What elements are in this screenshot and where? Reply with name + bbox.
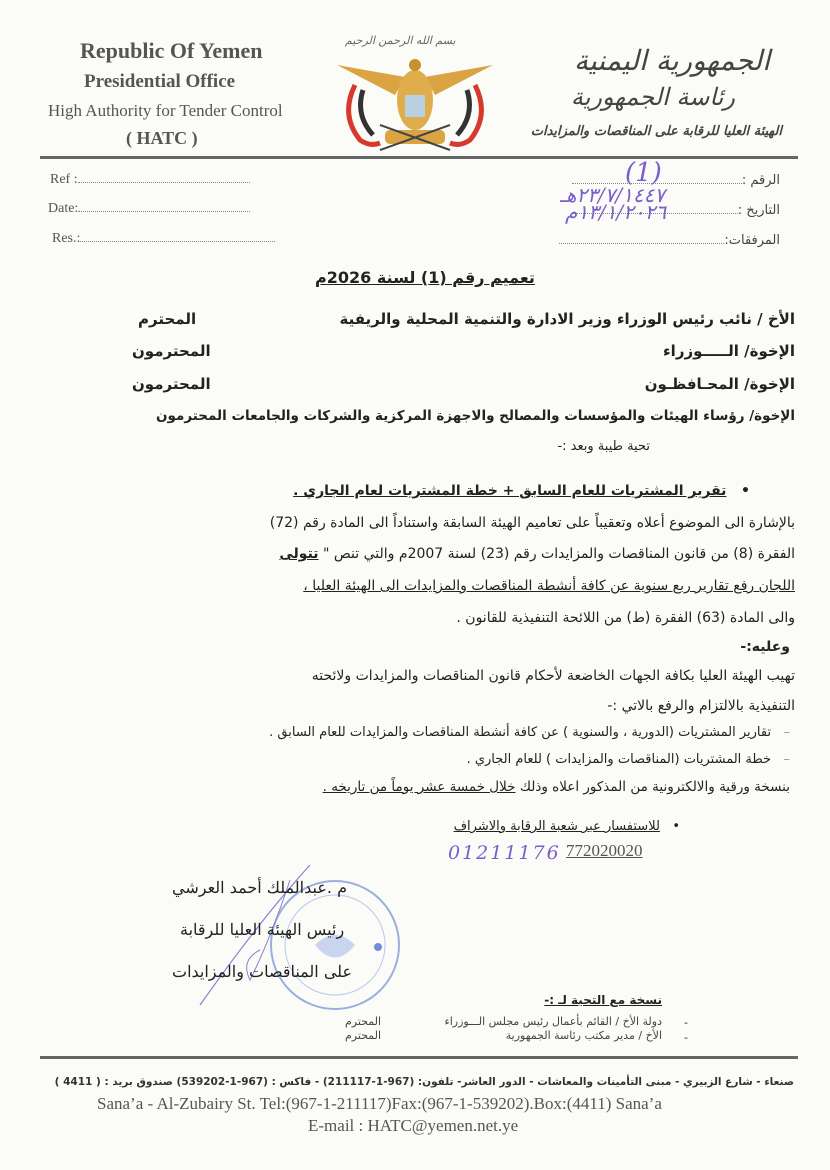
header-ar-line: الجمهورية اليمنية: [573, 44, 770, 77]
cc-heading: نسخة مع التحية لـ :-: [544, 993, 662, 1007]
dash-icon: –: [771, 752, 790, 767]
inquiry-label: للاستفسار عبر شعبة الرقابة والاشراف: [453, 819, 660, 834]
signatory-name: م .عبدالملك أحمد العرشي: [172, 878, 347, 897]
res-field: [52, 231, 275, 247]
header-ar-line: رئاسة الجمهورية: [570, 83, 735, 111]
footer-email: E-mail : HATC@yemen.net.ye: [308, 1116, 519, 1135]
ref-field: [50, 172, 250, 188]
header-divider: [40, 156, 798, 159]
ar-attachments-label: المرفقات:: [724, 233, 780, 248]
list-item-text: خطة المشتريات (المناقصات والمزايدات ) للعام الجاري .: [466, 752, 772, 767]
bullet: •: [659, 819, 680, 834]
header-en-line: Republic Of Yemen: [80, 38, 263, 63]
emblem-icon: [335, 55, 495, 155]
body-line: تهيب الهيئة العليا بكافة الجهات الخاضعة لأحكام قانون المناقصات والمزايدات ولائحته: [311, 668, 795, 684]
greeting: تحية طيبة وبعد :-: [557, 439, 650, 454]
body-line-quoted: اللجان رفع تقارير ربع سنوية عن كافة أنشطة المناقصات والمزايدات الى الهيئة العليا ،: [303, 578, 795, 594]
ar-attachments-field: [559, 233, 780, 248]
cc-dash: -: [684, 1016, 688, 1029]
cc-honorific: المحترم: [345, 1029, 382, 1042]
handwritten-date-greg: ١٣/١/٢٠٢٦م: [565, 200, 667, 224]
signatory-title: على المناقصات والمزايدات: [172, 962, 353, 981]
header-ar-line: الهيئة العليا للرقابة على المناقصات والمزايدات: [530, 124, 782, 139]
handwritten-date-hijri: ٢٣/٧/١٤٤٧هـ: [560, 183, 666, 207]
basmala: بسم الله الرحمن الرحيم: [345, 34, 456, 47]
addressee-line: الإخوة/ الـــــوزراء: [663, 342, 795, 360]
footer-divider: [40, 1056, 798, 1059]
ref-label: Ref :: [50, 172, 78, 187]
list-item: [269, 725, 790, 740]
cc-item: الأخ / مدير مكتب رئاسة الجمهورية: [505, 1029, 662, 1042]
addressee-honorific: المحترمون: [132, 342, 211, 360]
cc-item: دولة الأخ / القائم بأعمال رئيس مجلس الـــوزراء: [444, 1015, 662, 1028]
date-label: Date:: [48, 201, 79, 216]
body-line: بالإشارة الى الموضوع أعلاه وتعقيباً على تعاميم الهيئة السابقة واستناداً الى المادة رقم (72): [269, 515, 795, 531]
date-field: [48, 201, 250, 217]
bullet: •: [726, 483, 750, 499]
page-title: تعميم رقم (1) لسنة 2026م: [315, 268, 535, 287]
handwritten-phone: 01211176: [448, 842, 561, 864]
closing-deadline: خلال خمسة عشر يوماً من تاريخه .: [322, 779, 516, 795]
signatory-title: رئيس الهيئة العليا للرقابة: [180, 920, 345, 939]
cc-honorific: المحترم: [345, 1015, 382, 1028]
ar-date-label: التاريخ :: [737, 203, 780, 218]
header-en-line: Presidential Office: [84, 71, 236, 92]
addressee-line: الأخ / نائب رئيس الوزراء وزير الادارة والتنمية المحلية والريفية: [339, 310, 795, 328]
closing-line: [323, 779, 790, 795]
dash-icon: –: [771, 725, 790, 740]
body-line: والى المادة (63) الفقرة (ط) من اللائحة التنفيذية للقانون .: [456, 610, 795, 626]
footer-ar: صنعاء - شارع الزبيري - مبنى التأمينات والمعاشات - الدور العاشر- تلفون: (967-1-211117) - فاكس : (967-1-539202) صندوق بريد : ( 4411 ): [54, 1076, 794, 1088]
header-en-line: ( HATC ): [126, 128, 198, 148]
body-line: [279, 546, 795, 562]
handwritten-number: (1): [625, 158, 662, 188]
list-item-text: تقارير المشتريات (الدورية ، والسنوية ) عن كافة أنشطة المناقصات والمزايدات للعام السابق .: [269, 725, 772, 740]
footer-en: Sana’a - Al-Zubairy St. Tel:(967-1-211117)Fax:(967-1-539202).Box:(4411) Sana’a: [97, 1094, 662, 1113]
header-en-line: High Authority for Tender Control: [48, 101, 283, 120]
list-item: [467, 752, 790, 767]
addressee-line: الإخوة/ المحـافظـون: [644, 375, 795, 393]
res-label: Res.:: [52, 231, 81, 246]
cc-dash: -: [684, 1031, 688, 1044]
subject: [293, 483, 750, 499]
body-text: الفقرة (8) من قانون المناقصات والمزايدات رقم (23) لسنة 2007م والتي تنص ": [318, 546, 795, 562]
addressee-honorific: المحترم: [138, 310, 197, 328]
therefore-heading: وعليه:-: [740, 639, 790, 655]
inquiry-phone: 772020020: [566, 841, 643, 860]
addressee-line: الإخوة/ رؤساء الهيئات والمؤسسات والمصالح والاجهزة المركزية والشركات والجامعات المحترمون: [156, 408, 795, 424]
inquiry: [454, 819, 680, 834]
body-line: التنفيذية بالالتزام والرفع بالاتي :-: [607, 698, 795, 714]
addressee-honorific: المحترمون: [132, 375, 211, 393]
closing-text: بنسخة ورقية والالكترونية من المذكور اعلاه وذلك: [515, 779, 790, 795]
ar-number-label: الرقم :: [741, 173, 780, 188]
subject-text: تقرير المشتريات للعام السابق + خطة المشتريات لعام الجاري .: [293, 483, 727, 499]
body-quote-start: تتولى: [279, 546, 319, 562]
